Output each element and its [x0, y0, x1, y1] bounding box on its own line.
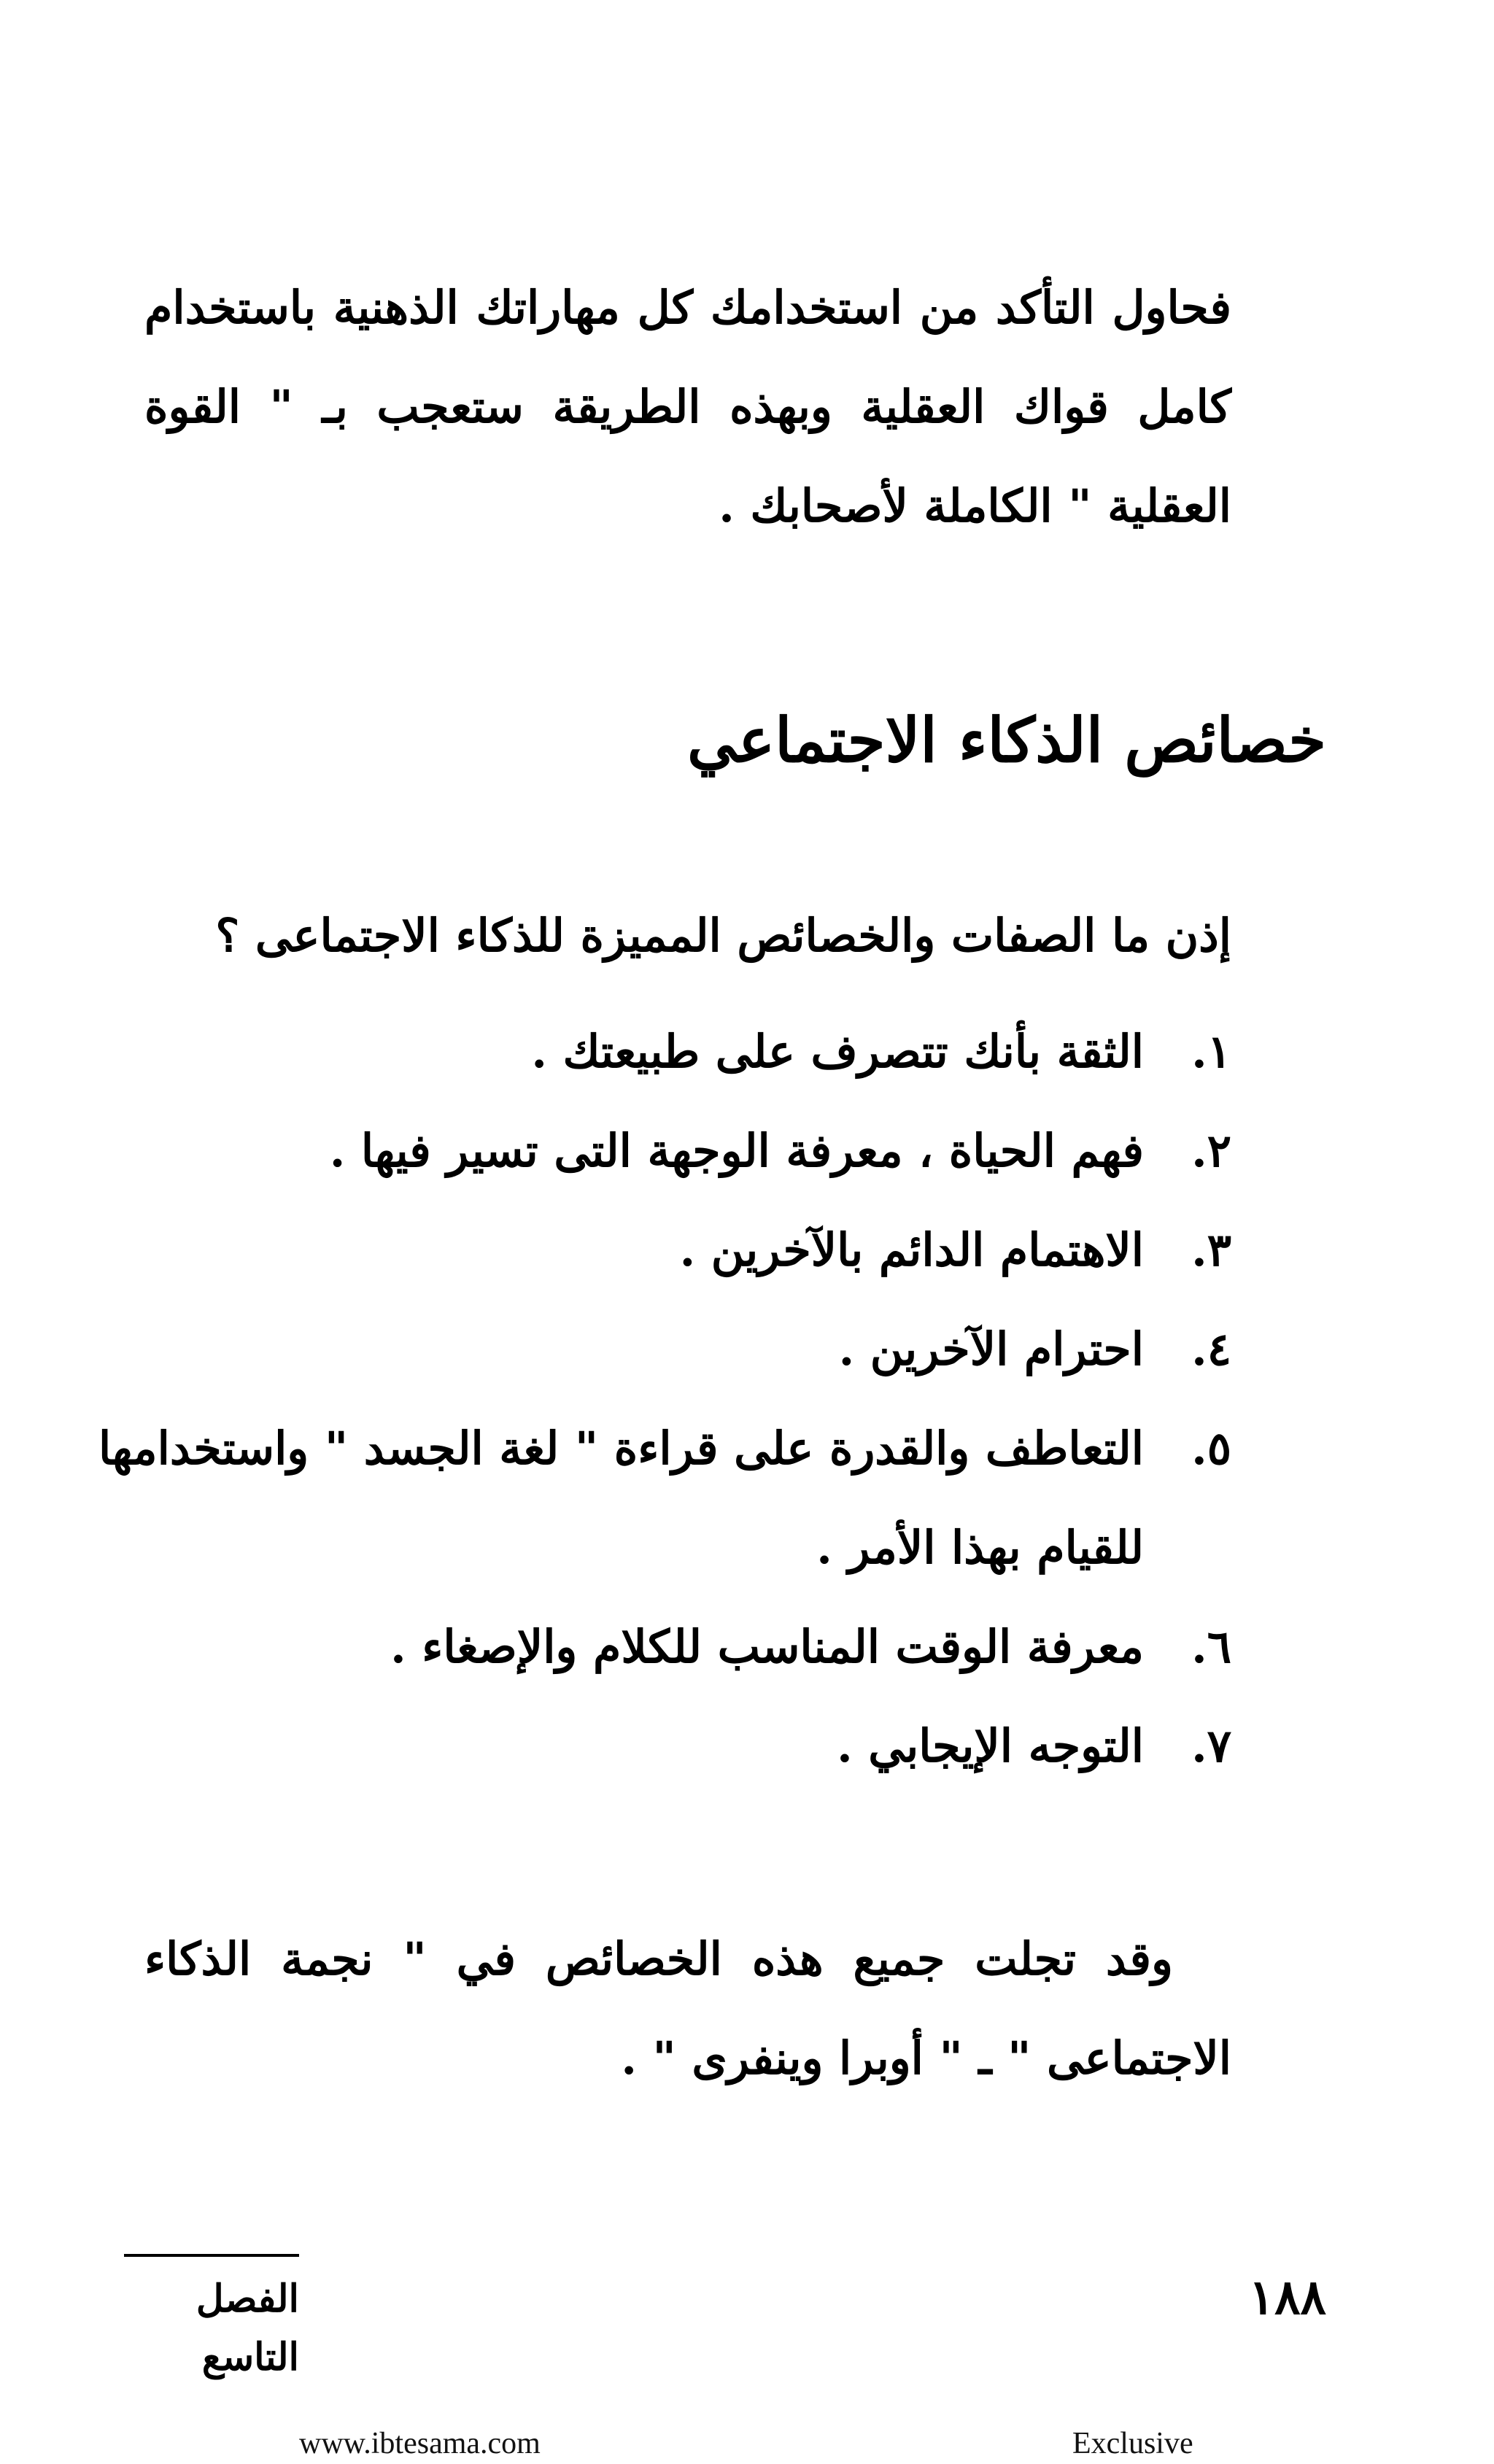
- intro-paragraph: فحاول التأكد من استخدامك كل مهاراتك الذهنية باستخدام كامل قواك العقلية وبهذه الطريقة ستعجب بـ " القوة العقلية " الكاملة لأصحابك .: [144, 281, 1231, 532]
- website-watermark: www.ibtesama.com: [299, 2427, 541, 2460]
- list-item: [20, 1201, 1231, 1300]
- list-item: [20, 1597, 1231, 1697]
- chapter-label: الفصل التاسع: [196, 2277, 299, 2379]
- page-number: ١٨٨: [1248, 2269, 1326, 2325]
- list-item: [20, 1300, 1231, 1399]
- list-item: [20, 1002, 1231, 1101]
- list-item-text: الثقة بأنك تتصرف على طبيعتك .: [531, 1025, 1144, 1078]
- section-heading: خصائص الذكاء الاجتماعي: [686, 703, 1326, 776]
- exclusive-tag: Exclusive: [1072, 2427, 1193, 2460]
- closing-paragraph: وقد تجلت جميع هذه الخصائص في " نجمة الذكاء الاجتماعى " ـ " أوبرا وينفرى " .: [144, 1932, 1231, 2085]
- list-item-text: التوجه الإيجابي .: [837, 1719, 1144, 1773]
- list-item-text: التعاطف والقدرة على قراءة " لغة الجسد " واستخدامها للقيام بهذا الأمر .: [98, 1422, 1144, 1574]
- traits-list: [20, 1002, 1231, 1796]
- list-item-number: ١.: [1191, 1025, 1231, 1078]
- list-item-text: معرفة الوقت المناسب للكلام والإصغاء .: [390, 1620, 1144, 1673]
- footer-divider: [124, 2254, 299, 2257]
- list-item: [20, 1697, 1231, 1796]
- list-item-text: الاهتمام الدائم بالآخرين .: [679, 1223, 1144, 1276]
- list-item-text: احترام الآخرين .: [838, 1322, 1144, 1376]
- question-text: إذن ما الصفات والخصائص المميزة للذكاء الاجتماعى ؟: [215, 909, 1231, 962]
- list-item-text: فهم الحياة ، معرفة الوجهة التى تسير فيها .: [329, 1124, 1144, 1177]
- list-item-number: ٢.: [1191, 1124, 1231, 1177]
- list-item-number: ٣.: [1191, 1223, 1231, 1276]
- list-item-number: ٦.: [1191, 1620, 1231, 1673]
- list-item-number: ٧.: [1191, 1719, 1231, 1773]
- list-item: [20, 1101, 1231, 1201]
- list-item-number: ٥.: [1191, 1422, 1231, 1475]
- list-item-number: ٤.: [1191, 1322, 1231, 1376]
- list-item: [20, 1399, 1231, 1597]
